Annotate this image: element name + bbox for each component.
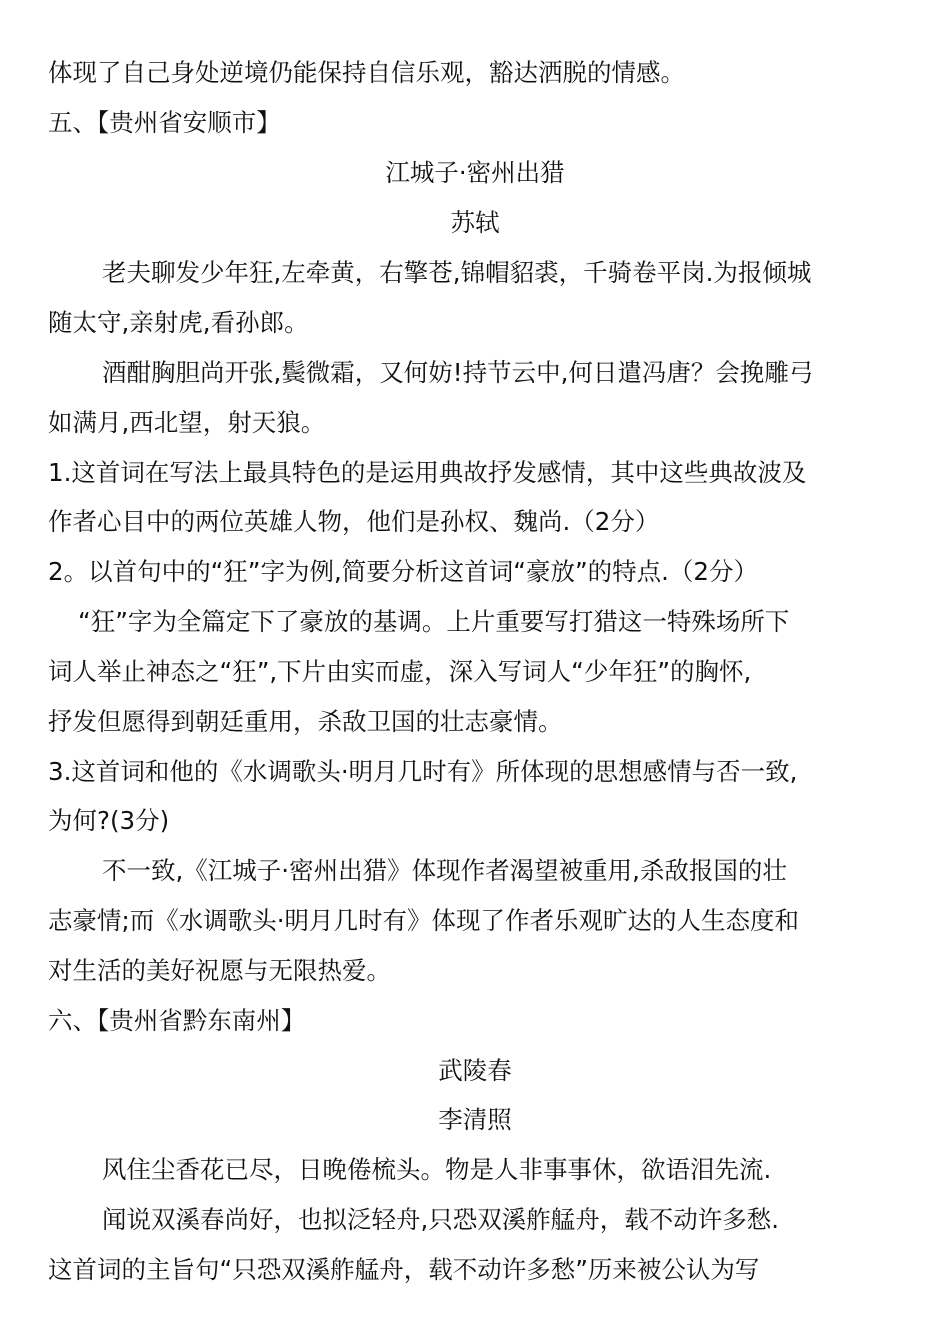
paragraph-line: 体现了自己身处逆境仍能保持自信乐观，豁达洒脱的情感。 [48,58,685,87]
answer-3: 不一致,《江城子·密州出猎》体现作者渴望被重用,杀敌报国的壮 [102,856,787,885]
poem-title: 武陵春 [438,1056,512,1085]
poem-author: 苏轼 [450,208,500,237]
poem-line: 老夫聊发少年狂,左牵黄，右擎苍,锦帽貂裘，千骑卷平岗.为报倾城 [102,258,812,287]
poem-author: 李清照 [438,1105,512,1134]
question-1: 作者心目中的两位英雄人物，他们是孙权、魏尚.（2分） [48,507,660,536]
answer-2: 抒发但愿得到朝廷重用，杀敌卫国的壮志豪情。 [48,707,563,736]
question-1: 1.这首词在写法上最具特色的是运用典故抒发感情，其中这些典故波及 [48,458,807,487]
paragraph-line: 这首词的主旨句“只恐双溪舴艋舟，载不动许多愁”历来被公认为写 [48,1255,760,1284]
section-heading-5: 五、【贵州省安顺市】 [48,108,281,137]
poem-line: 风住尘香花已尽，日晚倦梳头。物是人非事事休，欲语泪先流. [102,1155,772,1184]
answer-3: 对生活的美好祝愿与无限热爱。 [48,956,391,985]
poem-line: 如满月,西北望，射天狼。 [48,408,326,437]
poem-line: 随太守,亲射虎,看孙郎。 [48,308,309,337]
question-3: 3.这首词和他的《水调歌头·明月几时有》所体现的思想感情与否一致, [48,757,798,786]
answer-2: “狂”字为全篇定下了豪放的基调。上片重要写打猎这一特殊场所下 [78,607,790,636]
answer-2: 词人举止神态之“狂”,下片由实而虚，深入写词人“少年狂”的胸怀, [48,657,752,686]
answer-3: 志豪情;而《水调歌头·明月几时有》体现了作者乐观旷达的人生态度和 [48,906,800,935]
question-3: 为何?(3分) [48,806,170,835]
poem-title: 江城子·密州出猎 [385,158,565,187]
poem-line: 闻说双溪春尚好，也拟泛轻舟,只恐双溪舴艋舟，载不动许多愁. [102,1205,780,1234]
section-heading-6: 六、【贵州省黔东南州】 [48,1006,306,1035]
question-2: 2。以首句中的“狂”字为例,简要分析这首词“豪放”的特点.（2分） [48,557,759,586]
poem-line: 酒酣胸胆尚开张,鬓微霜，又何妨!持节云中,何日遣冯唐？会挽雕弓 [102,358,814,387]
